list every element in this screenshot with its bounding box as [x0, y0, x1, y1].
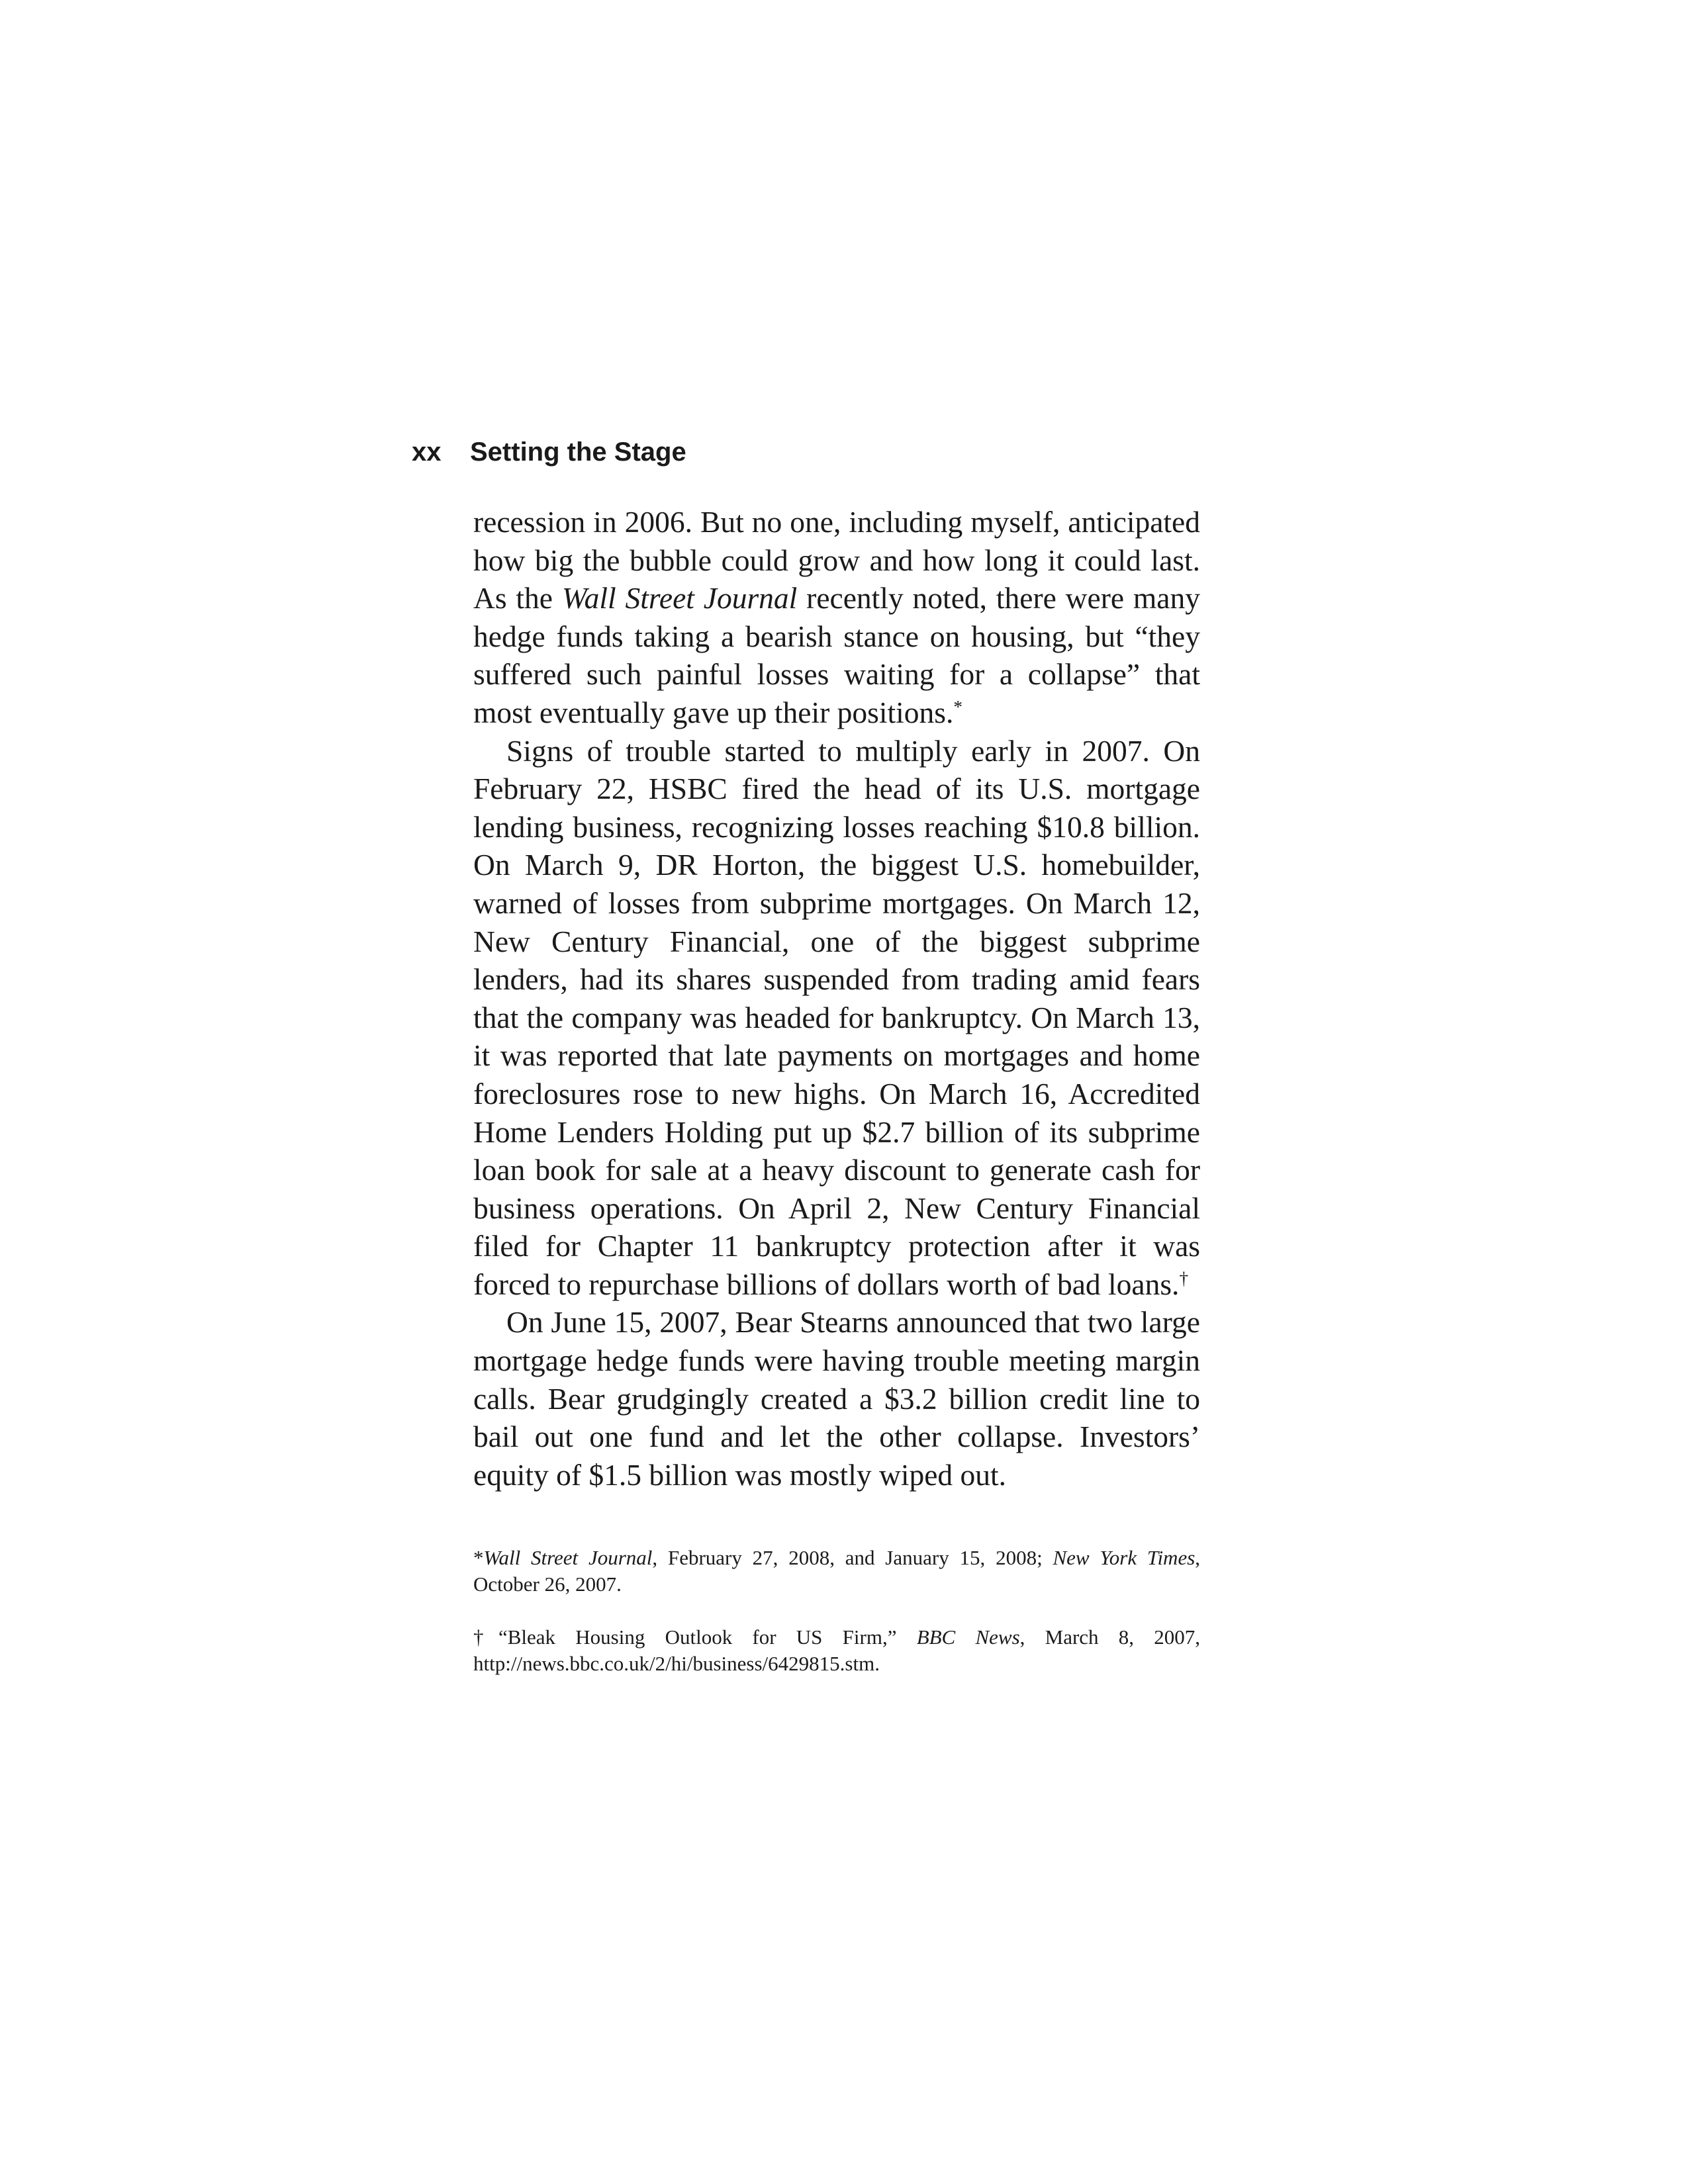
- body-text: [473, 503, 1200, 1494]
- footnote-marker: *: [953, 696, 963, 717]
- paragraph-3: On June 15, 2007, Bear Stearns announced that two large mortgage hedge funds were having trouble meeting margin calls. Bear grudgingly created a $3.2 billion credit line to bail out one fund and let the other collapse. Investors’ equity of $1.5 billion was mostly wiped out.: [473, 1305, 1200, 1492]
- footnote-1-text-1: , February 27, 2008, and January 15, 2008;: [652, 1546, 1053, 1569]
- footnotes: [473, 1545, 1200, 1704]
- footnote-2-publication: BBC News: [916, 1625, 1020, 1649]
- paragraph-2-text: Signs of trouble started to multiply early in 2007. On February 22, HSBC fired the head of its U.S. mortgage lending business, recognizing losses reaching $10.8 billion. On March 9, DR Horton, the biggest U.S. homebuilder, warned of losses from subprime mortgages. On March 12, New Century Financial, one of the biggest subprime lenders, had its shares suspended from trading amid fears that the company was headed for bankruptcy. On March 13, it was reported that late payments on mortgages and home foreclosures rose to new highs. On March 16, Accredited Home Lenders Holding put up $2.7 billion of its subprime loan book for sale at a heavy discount to generate cash for business operations. On April 2, New Century Financial filed for Chapter 11 bankruptcy protection after it was forced to repurchase billions of dollars worth of bad loans.: [473, 733, 1200, 1301]
- paragraph-1-text-a: recession in 2006. But no one, including myself, anticipated how big the bubble could grow and how long it could last. As the: [473, 505, 1200, 615]
- footnote-2-text-1: “Bleak Housing Outlook for US Firm,”: [498, 1625, 917, 1649]
- paragraph-1-text-b: recently noted, there were many hedge funds taking a bearish stance on housing, but “they suffered such painful losses waiting for a collapse” that most eventually gave up their positions.: [473, 581, 1201, 729]
- paragraph-2: [473, 732, 1200, 1304]
- footnote-1-publication-1: Wall Street Journal: [483, 1546, 653, 1569]
- footnote-1-mark: *: [473, 1546, 484, 1569]
- footnote-2: [473, 1624, 1200, 1677]
- footnote-1-publication-2: New York Times: [1053, 1546, 1196, 1569]
- publication-title: Wall Street Journal: [561, 581, 798, 615]
- footnote-1: [473, 1545, 1200, 1598]
- footnote-2-mark: †: [473, 1625, 498, 1649]
- page-number: xx: [412, 437, 442, 467]
- running-head: [412, 433, 686, 471]
- footnote-2-text-2: , March 8, 2007, http://news.bbc.co.uk/2/hi/business/6429815.stm.: [473, 1625, 1201, 1675]
- running-head-title: Setting the Stage: [470, 437, 686, 467]
- footnote-marker: †: [1179, 1268, 1189, 1289]
- footnote-1-text-2: , October 26, 2007.: [473, 1546, 1201, 1596]
- paragraph-1: [473, 503, 1200, 732]
